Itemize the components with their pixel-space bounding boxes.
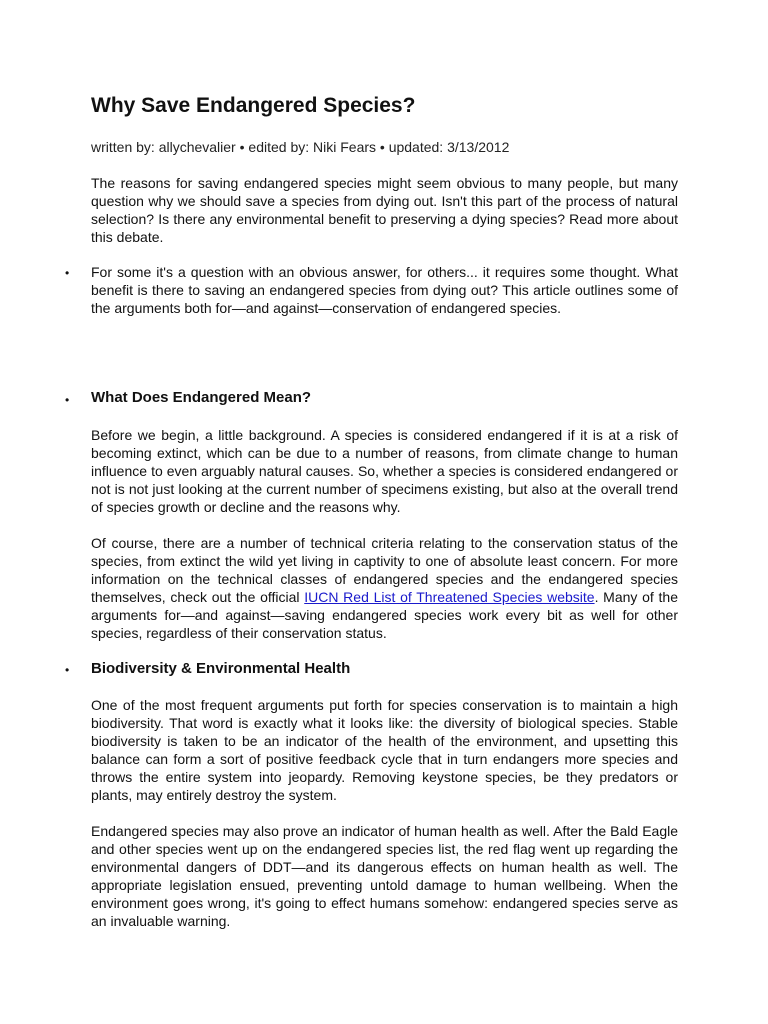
section-heading-biodiversity: Biodiversity & Environmental Health: [91, 660, 351, 677]
biodiversity-paragraph-1: One of the most frequent arguments put forth for species conservation is to maintain a high biodiversity. That word is exactly what it looks like: the diversity of biological species. Stable biodiversity is taken to be an indicator of the health of the environment, and upsetting this balance can form a sort of positive feedback cycle that in turn endangers more species and throws the entire system into jeopardy. Removing keystone species, be they predators or plants, may entirely destroy the system.: [91, 697, 678, 803]
article-byline: written by: allychevalier • edited by: Niki Fears • updated: 3/13/2012: [91, 139, 510, 155]
article-title: Why Save Endangered Species?: [91, 94, 416, 117]
intro-paragraph: The reasons for saving endangered species might seem obvious to many people, but many question why we should save a species from dying out. Isn't this part of the process of natural selection? Is there any environmental benefit to preserving a dying species? Read more about this debate.: [91, 175, 678, 245]
endangered-meaning-paragraph-1: Before we begin, a little background. A species is considered endangered if it is at a risk of becoming extinct, which can be due to a number of reasons, from climate change to human influence to even arguably natural causes. So, whether a species is considered endangered or not is not just looking at the current number of specimens existing, but also at the overall trend of species growth or decline and the reasons why.: [91, 427, 678, 515]
bullet-marker: •: [65, 266, 70, 280]
summary-paragraph: For some it's a question with an obvious answer, for others... it requires some thought. What benefit is there to saving an endangered species from dying out? This article outlines some of the arguments both for—and against—conservation of endangered species.: [91, 264, 678, 316]
paragraph-text: Of course, there are a number of technical criteria relating to the conservation status of the species, from extinct the wild yet living in captivity to one of absolute least concern. For more information on the technical classes of endangered species and the endangered species themselves, check out the official: [91, 535, 678, 605]
bullet-marker: •: [65, 663, 70, 677]
paragraph-text: . Many of the arguments for—and against—saving endangered species work every bit as well for other species, regardless of their conservation status.: [91, 589, 678, 641]
iucn-red-list-link[interactable]: IUCN Red List of Threatened Species website: [304, 589, 595, 605]
endangered-meaning-paragraph-2: [91, 534, 678, 642]
section-heading-endangered-meaning: What Does Endangered Mean?: [91, 389, 312, 406]
bullet-marker: •: [65, 393, 70, 407]
biodiversity-paragraph-2: Endangered species may also prove an indicator of human health as well. After the Bald Eagle and other species went up on the endangered species list, the red flag went up regarding the environmental dangers of DDT—and its dangerous effects on human health as well. The appropriate legislation ensued, preventing untold damage to human wellbeing. When the environment goes wrong, it's going to effect humans somehow: endangered species serve as an invaluable warning.: [91, 823, 678, 929]
